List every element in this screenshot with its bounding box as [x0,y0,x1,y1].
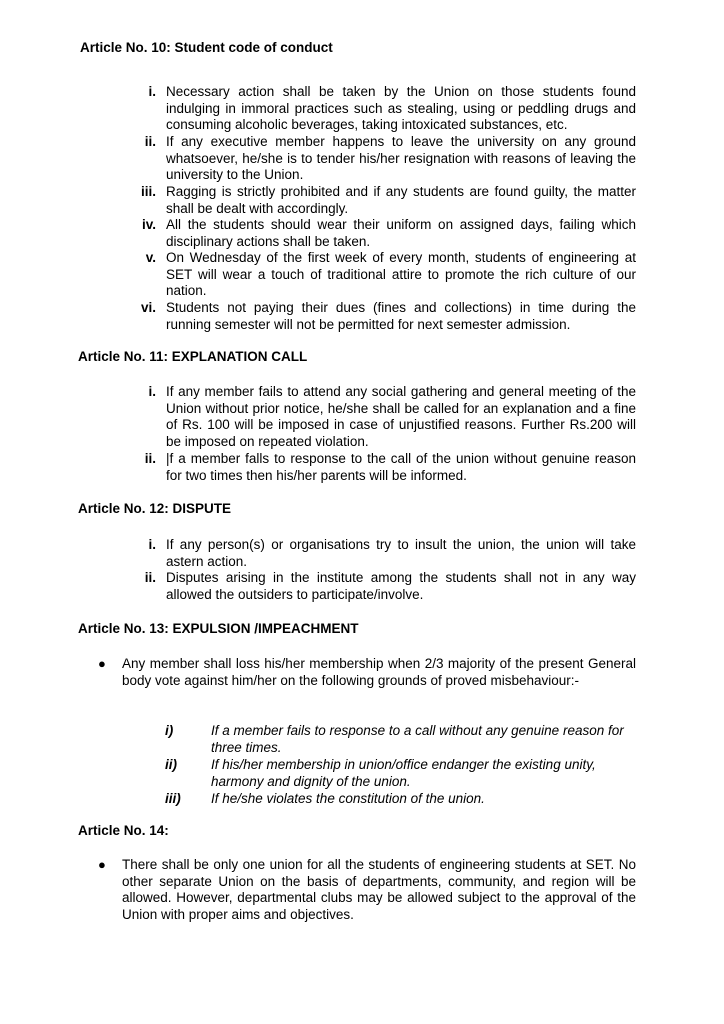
item-text: If any person(s) or organisations try to insult the union, the union will take astern action. [166,537,636,569]
item-number: i. [148,84,156,99]
item-text: Disputes arising in the institute among the students shall not in any way allowed the outsiders to participate/involve. [166,570,636,602]
item-number: ii. [144,451,156,466]
item-number: i) [165,723,174,738]
item-text: If any executive member happens to leave the university on any ground whatsoever, he/she is to tender his/her resignation with reasons of leaving the university to the Union. [166,134,636,183]
item-text: If his/her membership in union/office endanger the existing unity, harmony and dignity of the union. [211,757,596,789]
item-number: ii. [144,570,156,585]
item-text: All the students should wear their uniform on assigned days, failing which disciplinary actions shall be taken. [166,217,636,249]
item-text: Necessary action shall be taken by the Union on those students found indulging in immoral practices such as stealing, using or peddling drugs and consuming alcoholic beverages, taking intoxicated substances, etc. [166,84,636,133]
article-12-item [148,537,636,570]
item-number: i. [148,537,156,552]
article-13-ground [165,791,636,808]
article-10-item [140,184,636,217]
item-text: Ragging is strictly prohibited and if any students are found guilty, the matter shall be dealt with accordingly. [166,184,636,216]
article-10-item [148,84,636,134]
article-13-bullet [98,656,636,689]
item-text: |f a member falls to response to the call of the union without genuine reason for two times then his/her parents will be informed. [166,451,636,483]
article-10-item [141,217,636,250]
item-number: v. [145,250,156,265]
item-number: i. [148,384,156,399]
item-number: ii. [144,134,156,149]
article-13-ground [165,757,636,790]
article-13-ground [165,723,636,756]
item-text: On Wednesday of the first week of every month, students of engineering at SET will wear a touch of traditional attire to promote the rich culture of our nation. [166,250,636,299]
article-14-heading: Article No. 14: [78,823,169,838]
article-10-item [144,134,636,184]
article-11-item [148,384,636,450]
item-number: iii) [165,791,181,806]
item-number: ii) [165,757,177,772]
article-13-heading: Article No. 13: EXPULSION /IMPEACHMENT [78,621,359,636]
bullet-icon: ● [98,656,106,671]
item-text: If he/she violates the constitution of the union. [211,791,485,806]
article-11-heading: Article No. 11: EXPLANATION CALL [78,349,308,364]
item-text: Students not paying their dues (fines and collections) in time during the running semester will not be permitted for next semester admission. [166,300,636,332]
item-number: iv. [141,217,156,232]
item-text: If any member fails to attend any social gathering and general meeting of the Union without prior notice, he/she shall be called for an explanation and a fine of Rs. 100 will be imposed in case of unjustified reasons. Further Rs.200 will be imposed on repeated violation. [166,384,636,449]
bullet-icon: ● [98,857,106,872]
article-10-heading: Article No. 10: Student code of conduct [80,40,333,55]
item-number: vi. [140,300,156,315]
article-12-heading: Article No. 12: DISPUTE [78,501,232,516]
article-11-item [144,451,636,484]
article-12-item [144,570,636,603]
bullet-text: There shall be only one union for all the students of engineering students at SET. No other separate Union on the basis of departments, community, and region will be allowed. However, departmental clubs may be allowed subject to the approval of the Union with proper aims and objectives. [122,857,636,922]
article-10-item [145,250,636,300]
item-number: iii. [140,184,156,199]
bullet-text: Any member shall loss his/her membership when 2/3 majority of the present General body vote against him/her on the following grounds of proved misbehaviour:- [122,656,636,688]
item-text: If a member fails to response to a call without any genuine reason for three times. [211,723,624,755]
article-10-item [140,300,636,333]
article-14-bullet [98,857,636,923]
